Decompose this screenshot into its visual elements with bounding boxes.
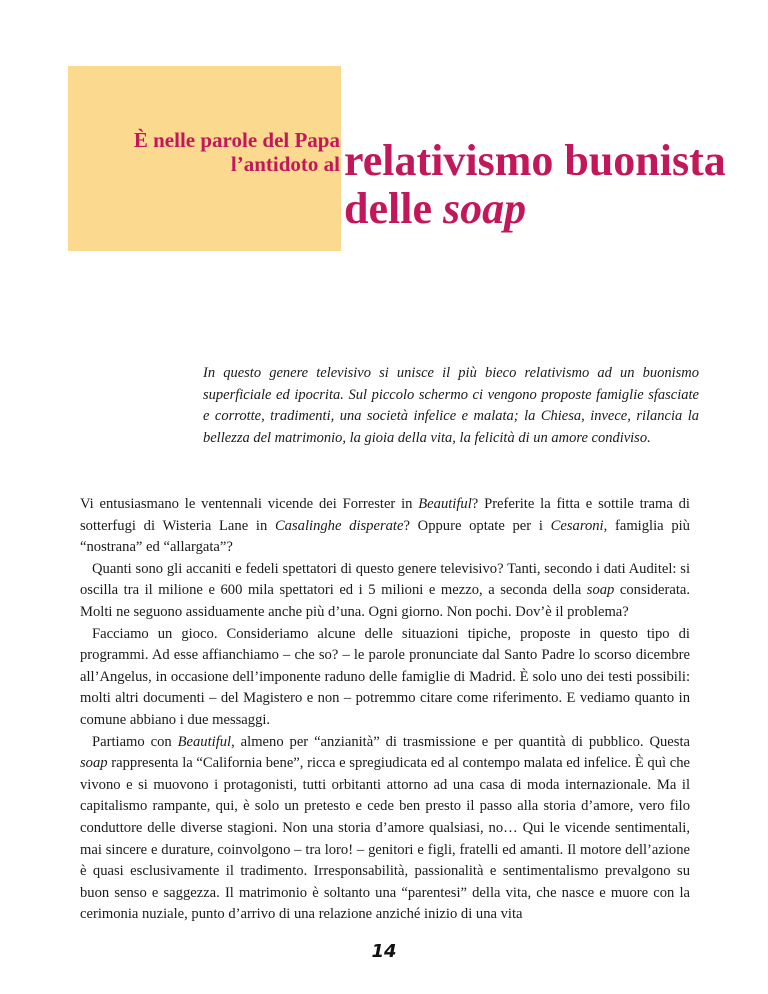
- text-run: ? Preferite la fitta e sottile trama di sotterfugi di Wisteria Lane in: [80, 496, 690, 534]
- kicker-line-2: l’antidoto al: [230, 152, 340, 176]
- show-title: Cesaroni: [550, 517, 604, 534]
- emphasis: soap: [80, 755, 108, 772]
- headline-line-2: [344, 185, 726, 233]
- headline-line-2-text: delle: [344, 184, 443, 233]
- body-paragraph-4: [80, 732, 690, 926]
- text-run: ? Oppure optate per i: [403, 517, 551, 534]
- text-run: Partiamo con: [92, 733, 178, 750]
- kicker-line-1: È nelle parole del Papa: [133, 128, 340, 152]
- text-run: Quanti sono gli accaniti e fedeli spettatori di questo genere televisivo? Tanti, secondo i dati Auditel: si oscilla tra il milione e 600 mila spettatori ed i 5 milioni e mezzo, a seconda della: [80, 560, 690, 599]
- body-paragraph-2: [80, 559, 690, 624]
- text-run: , almeno per “anzianità” di trasmissione e per quantità di pubblico. Questa: [231, 733, 690, 750]
- article-body: [80, 494, 690, 926]
- emphasis: soap: [586, 582, 615, 599]
- text-run: considerata. Molti ne seguono assiduamente anche più d’una. Ogni giorno. Non pochi. Dov’è il problema?: [80, 582, 691, 620]
- article-headline: [344, 137, 726, 233]
- text-run: , famiglia più “nostrana” ed “allargata”?: [80, 517, 690, 556]
- body-paragraph-1: [80, 494, 690, 559]
- text-run: Vi entusiasmano le ventennali vicende dei Forrester in: [80, 496, 419, 512]
- text-run: rappresenta la “California bene”, ricca e spregiudicata ed al contempo malata ed infelice. È quì che vivono e si muovono i protagonisti, tutti orbitanti attorno ad una casa di moda internazionale. Ma il capitalismo rampante, qui, è solo un pretesto e cede ben presto il passo alla storia d’amore, vero filo conduttore delle diverse stagioni. Non una storia d’amore qualsiasi, no… Qui le vicende sentimentali, mai sincere e durature, coinvolgono – tra loro! – genitori e figli, fratelli ed amanti. Il motore dell’azione è quasi esclusivamente il tradimento. Irresponsabilità, passionalità e sentimentalismo prevalgono su buon senso e saggezza. Il matrimonio è soltanto una “parentesi” della vita, che nasce e muore con la cerimonia nuziale, punto d’arrivo di una relazione anziché inizio di una vita: [80, 755, 690, 923]
- show-title: Beautiful: [177, 733, 232, 750]
- show-title: Beautiful: [418, 496, 472, 512]
- article-lead: In questo genere televisivo si unisce il più bieco relativismo ad un buonismo superficiale ed ipocrita. Sul piccolo schermo ci vengono proposte famiglie sfasciate e corrotte, tradimenti, una società infelice e malata; la Chiesa, invece, rilancia la bellezza del matrimonio, la gioia della vita, la felicità di un amore condiviso.: [203, 365, 699, 446]
- page-number: 14: [371, 941, 397, 962]
- article-kicker: [134, 128, 340, 176]
- show-title: Casalinghe disperate: [274, 517, 404, 534]
- body-paragraph-3: Facciamo un gioco. Consideriamo alcune delle situazioni tipiche, proposte in questo tipo di programmi. Ad esse affianchiamo – che so? – le parole pronunciate dal Santo Padre lo scorso dicembre all’Angelus, in occasione dell’imponente raduno delle famiglie di Madrid. È solo uno dei testi possibili: molti altri documenti – del Magistero e non – potremmo citare come riferimento. E vediamo quanto in comune abbiano i due messaggi.: [80, 625, 690, 728]
- headline-emphasis: soap: [442, 184, 527, 233]
- headline-line-1: relativismo buonista: [344, 136, 726, 185]
